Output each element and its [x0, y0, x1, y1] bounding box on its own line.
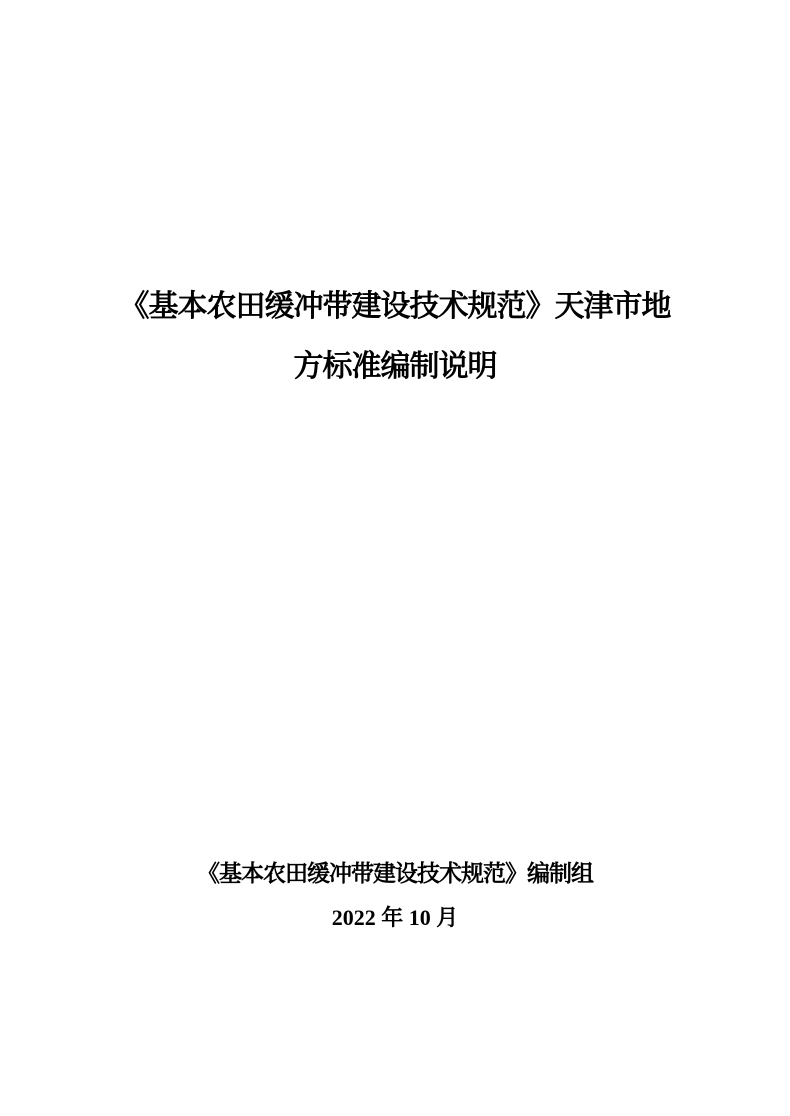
title-line-1: 《基本农田缓冲带建设技术规范》天津市地 — [119, 290, 671, 323]
footer-organization: 《基本农田缓冲带建设技术规范》编制组 — [197, 861, 593, 886]
footer-date: 2022 年 10 月 — [331, 905, 459, 930]
title-line-2: 方标准编制说明 — [293, 350, 497, 383]
document-title — [0, 277, 790, 397]
document-footer — [0, 852, 790, 940]
